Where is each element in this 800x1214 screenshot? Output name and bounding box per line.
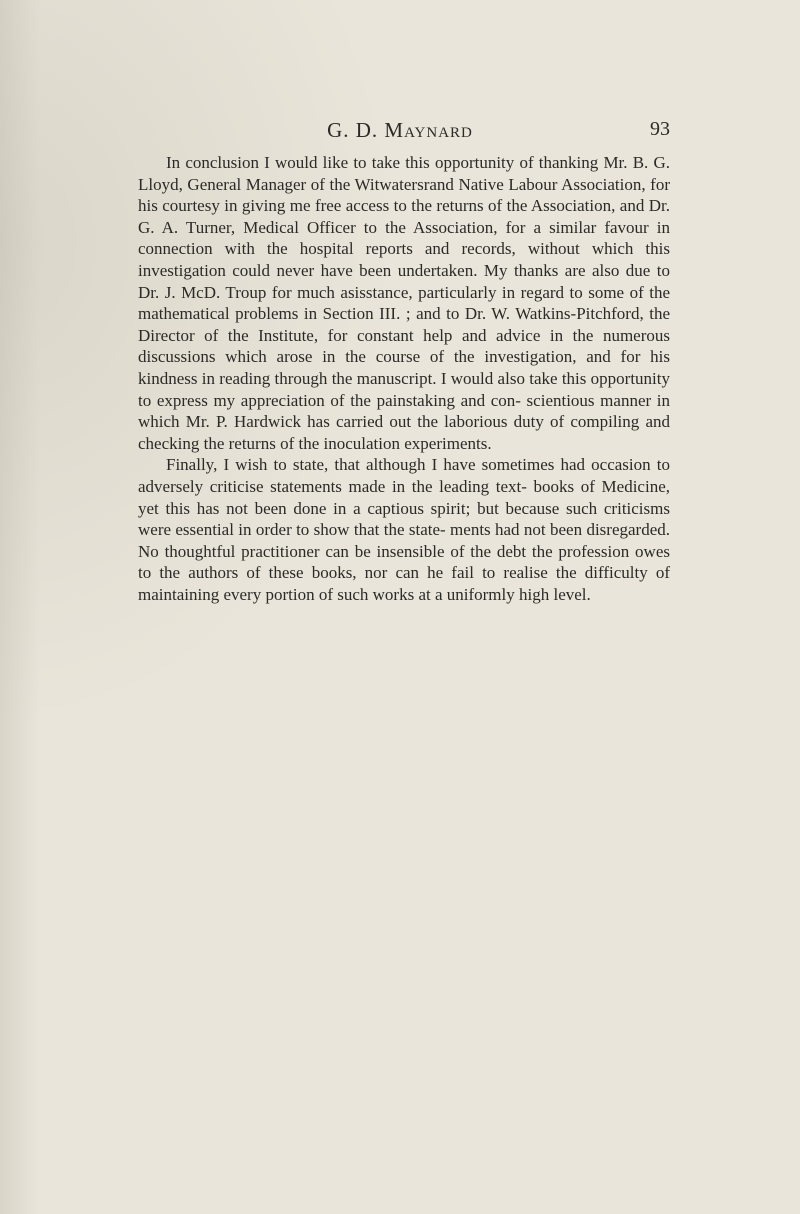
body-text [138,152,670,605]
page-header [130,118,670,144]
paragraph-finally: Finally, I wish to state, that although I have sometimes had occasion to adversely criticise statements made in the leading text- books of Medicine, yet this has not been done in a captious spirit; but because such criticisms were essential in order to show that the state- ments had not been disregarded. No thoughtful practitioner can be insensible of the debt the profession owes to the authors of these books, nor can he fail to realise the difficulty of maintaining every portion of such works at a uniformly high level. [138,455,670,604]
page-number: 93 [650,118,670,140]
paragraph-acknowledgements: In conclusion I would like to take this opportunity of thanking Mr. B. G. Lloyd, General Manager of the Witwatersrand Native Labour Association, for his courtesy in giving me free access to the returns of the Association, and Dr. G. A. Turner, Medical Officer to the Association, for a similar favour in connection with the hospital reports and records, without which this investigation could never have been undertaken. My thanks are also due to Dr. J. McD. Troup for much asisstance, particularly in regard to some of the mathematical problems in Section III. ; and to Dr. W. Watkins-Pitchford, the Director of the Institute, for constant help and advice in the numerous discussions which arose in the course of the investigation, and for his kindness in reading through the manuscript. I would also take this opportunity to express my appreciation of the painstaking and con- scientious manner in which Mr. P. Hardwick has carried out the laborious duty of compiling and checking the returns of the inoculation experiments. [138,153,670,453]
running-head: G. D. Maynard [327,118,473,142]
